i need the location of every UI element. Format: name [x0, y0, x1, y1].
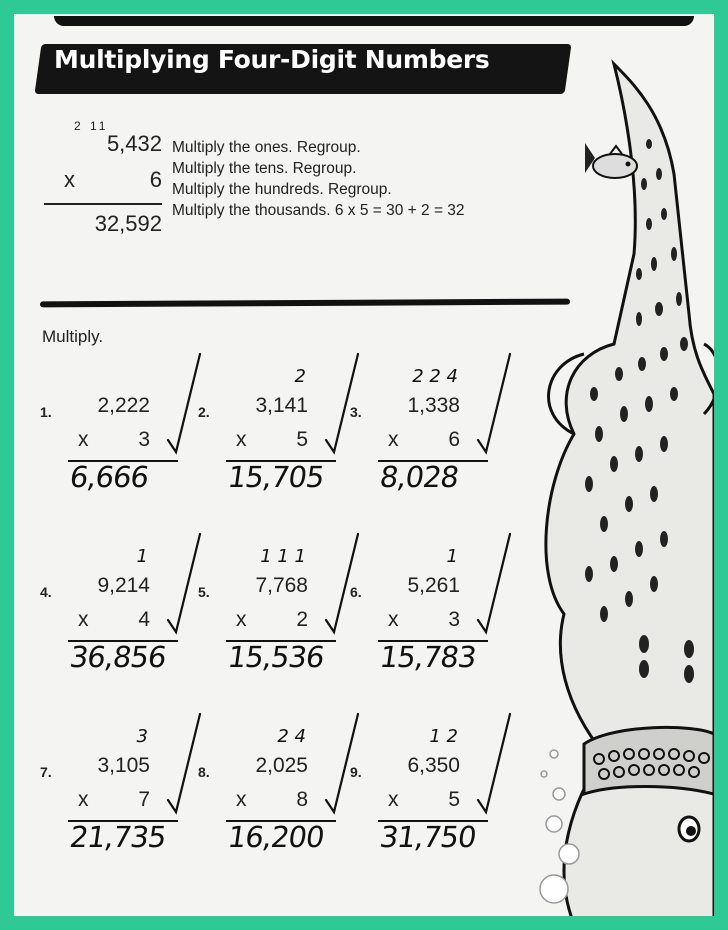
problem-9 [350, 722, 500, 854]
example-answer-line [44, 203, 162, 205]
operator: x [388, 428, 399, 451]
instruction: Multiply. [42, 327, 104, 346]
example-top-number: 5,432 [106, 131, 162, 156]
problem-4 [40, 542, 190, 674]
carry-digits: 1 [136, 546, 148, 567]
problem-number: 5. [198, 584, 210, 600]
operator: x [236, 788, 247, 811]
step-thousands: Multiply the thousands. 6 x 5 = 30 + 2 = 32 [172, 202, 465, 219]
step-tens: Multiply the tens. Regroup. [172, 160, 357, 177]
handwritten-answer: 15,705 [225, 460, 326, 494]
multiplier: 3 [138, 428, 150, 451]
problem-number: 7. [40, 764, 52, 780]
handwritten-answer: 6,666 [67, 460, 151, 494]
top-number: 2,222 [97, 394, 150, 417]
carry-digits: 2 2 4 [412, 366, 458, 387]
top-number: 5,261 [407, 574, 460, 597]
multiplier: 8 [296, 788, 308, 811]
top-number: 9,214 [97, 574, 150, 597]
fish-illustration [580, 138, 640, 188]
handwritten-answer: 36,856 [67, 640, 168, 674]
operator: x [78, 788, 89, 811]
multiplier: 2 [296, 608, 308, 631]
multiplier: 3 [448, 608, 460, 631]
carry-digits: 2 4 [277, 726, 306, 747]
example-answer: 32,592 [94, 211, 162, 236]
operator: x [388, 608, 399, 631]
problem-number: 6. [350, 584, 362, 600]
top-border [54, 16, 694, 26]
carry-digits: 1 2 [429, 726, 458, 747]
operator: x [236, 608, 247, 631]
problem-number: 9. [350, 764, 362, 780]
handwritten-answer: 8,028 [377, 460, 461, 494]
example-multiplier: 6 [149, 167, 162, 192]
problem-2 [198, 362, 348, 494]
handwritten-answer: 16,200 [225, 820, 326, 854]
multiplier: 5 [448, 788, 460, 811]
checkmark-icon [474, 532, 514, 642]
problem-8 [198, 722, 348, 854]
top-number: 6,350 [407, 754, 460, 777]
problem-6 [350, 542, 500, 674]
step-hundreds: Multiply the hundreds. Regroup. [172, 181, 392, 198]
handwritten-answer: 31,750 [377, 820, 478, 854]
top-number: 1,338 [407, 394, 460, 417]
problem-number: 1. [40, 404, 52, 420]
worksheet-page [14, 14, 714, 916]
operator: x [78, 608, 89, 631]
multiplier: 5 [296, 428, 308, 451]
handwritten-answer: 15,783 [377, 640, 478, 674]
handwritten-answer: 15,536 [225, 640, 326, 674]
example-carry: 2 11 [74, 119, 109, 133]
top-number: 2,025 [255, 754, 308, 777]
operator: x [78, 428, 89, 451]
operator: x [236, 428, 247, 451]
carry-digits: 1 [446, 546, 458, 567]
problem-7 [40, 722, 190, 854]
problem-3 [350, 362, 500, 494]
step-ones: Multiply the ones. Regroup. [172, 139, 361, 156]
section-divider [40, 299, 570, 308]
multiplier: 7 [138, 788, 150, 811]
problem-5 [198, 542, 348, 674]
top-number: 3,105 [97, 754, 150, 777]
carry-digits: 2 [294, 366, 306, 387]
multiplier: 4 [138, 608, 150, 631]
multiplier: 6 [448, 428, 460, 451]
page-title: Multiplying Four-Digit Numbers [54, 45, 490, 74]
operator: x [388, 788, 399, 811]
problem-number: 8. [198, 764, 210, 780]
problem-1 [40, 362, 190, 494]
checkmark-icon [474, 352, 514, 462]
example-operator: x [64, 167, 75, 192]
checkmark-icon [474, 712, 514, 822]
carry-digits: 1 1 1 [260, 546, 306, 567]
handwritten-answer: 21,735 [67, 820, 168, 854]
example-steps [172, 137, 465, 221]
carry-digits: 3 [136, 726, 148, 747]
top-number: 3,141 [255, 394, 308, 417]
problem-number: 3. [350, 404, 362, 420]
problem-number: 2. [198, 404, 210, 420]
top-number: 7,768 [255, 574, 308, 597]
problem-number: 4. [40, 584, 52, 600]
